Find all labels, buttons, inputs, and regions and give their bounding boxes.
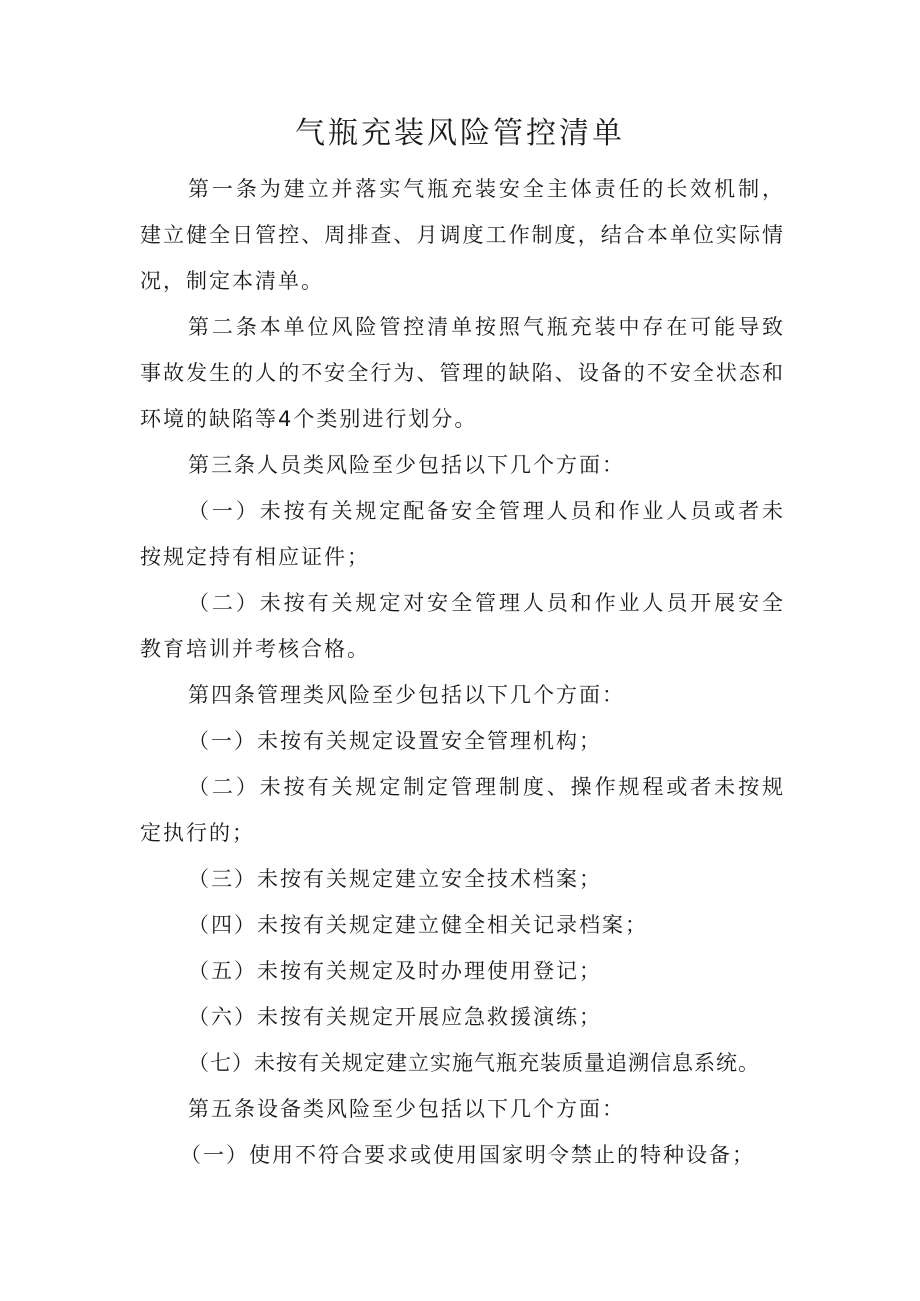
paragraph-article-4-item-6: （六）未按有关规定开展应急救援演练； — [188, 1005, 602, 1029]
paragraph-article-4-item-4: （四）未按有关规定建立健全相关记录档案； — [188, 913, 648, 937]
paragraph-article-3-item-1: （一）未按有关规定配备安全管理人员和作业人员或者未按规定持有相应证件； — [140, 499, 785, 569]
paragraph-article-4: 第四条管理类风险至少包括以下几个方面： — [188, 683, 625, 707]
paragraph-article-4-item-7: （七）未按有关规定建立实施气瓶充装质量追溯信息系统。 — [188, 1051, 760, 1075]
paragraph-article-4-item-1: （一）未按有关规定设置安全管理机构； — [188, 729, 602, 753]
paragraph-article-5: 第五条设备类风险至少包括以下几个方面： — [188, 1097, 625, 1121]
paragraph-article-4-item-2: （二）未按有关规定制定管理制度、操作规程或者未按规定执行的； — [140, 775, 785, 845]
paragraph-article-1: 第一条为建立并落实气瓶充装安全主体责任的长效机制，建立健全日管控、周排查、月调度工作制度，结合本单位实际情况，制定本清单。 — [140, 177, 785, 293]
paragraph-article-5-item-1: （一）使用不符合要求或使用国家明令禁止的特种设备； — [180, 1143, 755, 1167]
document-title: 气瓶充装风险管控清单 — [295, 116, 625, 151]
paragraph-article-4-item-3: （三）未按有关规定建立安全技术档案； — [188, 867, 602, 891]
paragraph-article-2: 第二条本单位风险管控清单按照气瓶充装中存在可能导致事故发生的人的不安全行为、管理的缺陷、设备的不安全状态和环境的缺陷等4个类别进行划分。 — [140, 315, 785, 431]
paragraph-article-3-item-2: （二）未按有关规定对安全管理人员和作业人员开展安全教育培训并考核合格。 — [140, 591, 785, 661]
paragraph-article-4-item-5: （五）未按有关规定及时办理使用登记； — [188, 959, 602, 983]
paragraph-article-3: 第三条人员类风险至少包括以下几个方面： — [188, 453, 625, 477]
